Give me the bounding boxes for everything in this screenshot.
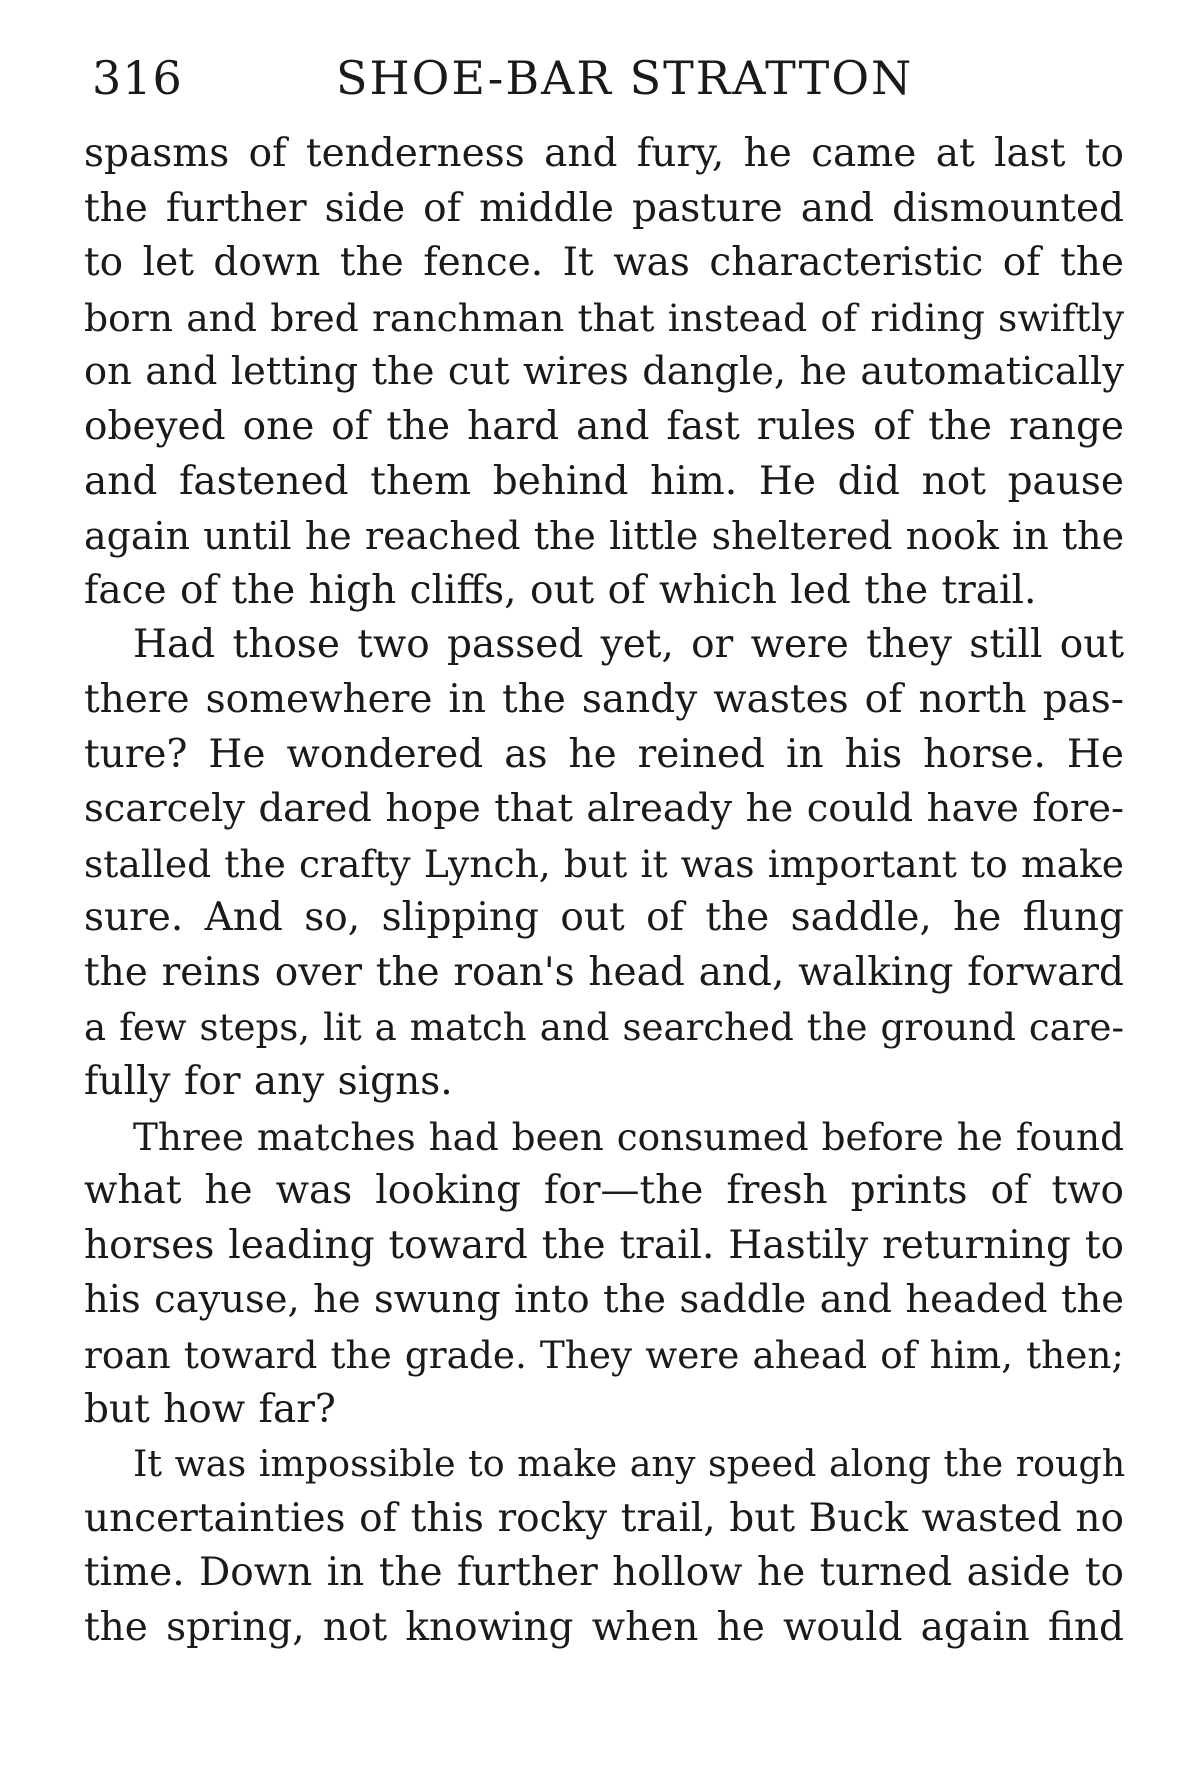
text-line: his cayuse, he swung into the saddle and headed the	[84, 1277, 1124, 1323]
text-line: face of the high cliffs, out of which led the trail.	[84, 567, 1037, 613]
text-line: born and bred ranchman that instead of riding swiftly	[84, 295, 1124, 340]
text-line: fully for any signs.	[84, 1059, 453, 1105]
text-line: spasms of tenderness and fury, he came at last to	[84, 131, 1124, 176]
text-line: there somewhere in the sandy wastes of north pas-	[84, 676, 1124, 722]
text-line: obeyed one of the hard and fast rules of the range	[84, 403, 1124, 449]
text-line: It was impossible to make any speed along the rough	[133, 1442, 1126, 1486]
text-line: time. Down in the further hollow he turned aside to	[84, 1550, 1124, 1596]
text-line: roan toward the grade. They were ahead of him, then;	[84, 1333, 1124, 1378]
text-line: Three matches had been consumed before he found	[133, 1114, 1124, 1159]
text-line: and fastened them behind him. He did not pause	[84, 458, 1124, 504]
text-line: Had those two passed yet, or were they still out	[133, 622, 1124, 668]
page-number: 316	[92, 51, 183, 105]
text-line: sure. And so, slipping out of the saddle, he flung	[84, 895, 1124, 941]
text-line: to let down the fence. It was characteristic of the	[84, 240, 1124, 286]
page-header	[92, 48, 1122, 108]
text-line: scarcely dared hope that already he could have fore-	[84, 786, 1124, 832]
text-line: what he was looking for—the fresh prints of two	[84, 1168, 1124, 1214]
text-line: the further side of middle pasture and dismounted	[84, 185, 1124, 231]
text-line: the spring, not knowing when he would again find	[84, 1605, 1124, 1651]
text-line: on and letting the cut wires dangle, he automatically	[84, 349, 1124, 395]
text-line: horses leading toward the trail. Hastily returning to	[84, 1222, 1124, 1268]
text-line: a few steps, lit a match and searched the ground care-	[84, 1005, 1124, 1049]
text-line: stalled the crafty Lynch, but it was important to make	[84, 841, 1124, 886]
body-text	[84, 127, 1124, 1656]
text-line: uncertainties of this rocky trail, but Buck wasted no	[84, 1495, 1124, 1541]
text-line: but how far?	[84, 1386, 336, 1432]
text-line: again until he reached the little sheltered nook in the	[84, 514, 1124, 559]
text-line: ture? He wondered as he reined in his horse. He	[84, 731, 1124, 777]
running-title: SHOE-BAR STRATTON	[336, 51, 914, 105]
text-line: the reins over the roan's head and, walking forward	[84, 949, 1124, 995]
